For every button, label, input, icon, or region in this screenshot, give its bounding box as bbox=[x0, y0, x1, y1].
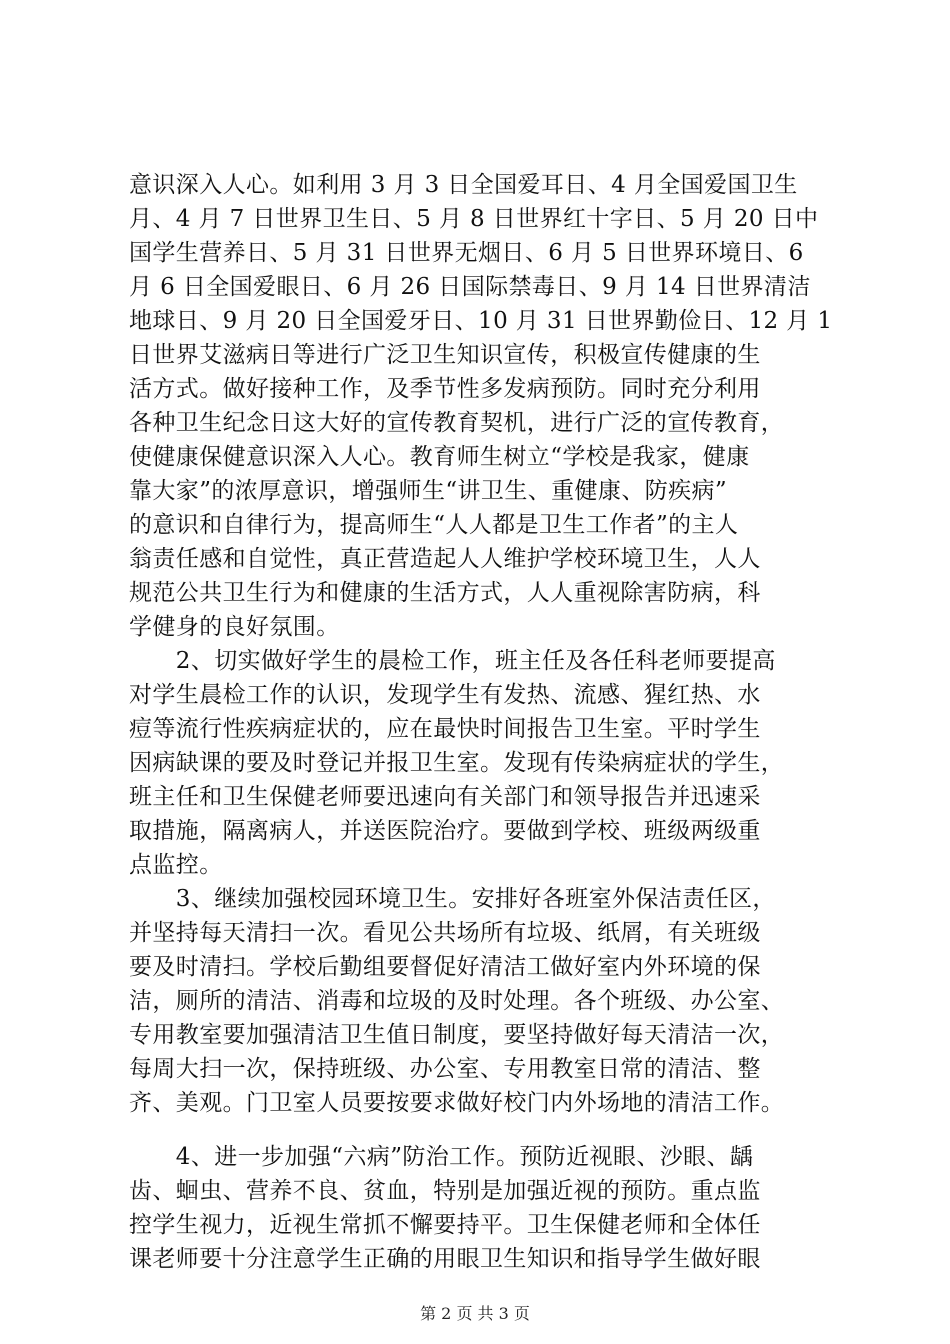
text-line: 靠大家”的浓厚意识，增强师生“讲卫生、重健康、防疾病” bbox=[129, 478, 728, 504]
text-line: 的意识和自律行为，提高师生“人人都是卫生工作者”的主人 bbox=[129, 512, 739, 538]
text-line: 每周大扫一次，保持班级、办公室、专用教室日常的清洁、整 bbox=[129, 1056, 761, 1082]
text-line: 要及时清扫。学校后勤组要督促好清洁工做好室内外环境的保 bbox=[129, 954, 761, 980]
text-line: 专用教室要加强清洁卫生值日制度，要坚持做好每天清洁一次， bbox=[129, 1022, 785, 1048]
text-line: 齐、美观。门卫室人员要按要求做好校门内外场地的清洁工作。 bbox=[129, 1090, 785, 1116]
text-line: 月 6 日全国爱眼日、6 月 26 日国际禁毒日、9 月 14 日世界清洁 bbox=[129, 274, 811, 300]
text-line: 2、切实做好学生的晨检工作，班主任及各任科老师要提高 bbox=[129, 648, 776, 674]
page-footer: 第 2 页 共 3 页 bbox=[420, 1304, 530, 1323]
text-line: 翁责任感和自觉性，真正营造起人人维护学校环境卫生，人人 bbox=[129, 546, 761, 572]
text-line: 活方式。做好接种工作，及季节性多发病预防。同时充分利用 bbox=[129, 376, 761, 402]
text-line: 控学生视力，近视生常抓不懈要持平。卫生保健老师和全体任 bbox=[129, 1212, 761, 1238]
text-line: 规范公共卫生行为和健康的生活方式，人人重视除害防病，科 bbox=[129, 580, 761, 606]
text-line: 各种卫生纪念日这大好的宣传教育契机，进行广泛的宣传教育， bbox=[129, 410, 785, 436]
text-line: 洁，厕所的清洁、消毒和垃圾的及时处理。各个班级、办公室、 bbox=[129, 988, 785, 1014]
text-line: 对学生晨检工作的认识，发现学生有发热、流感、猩红热、水 bbox=[129, 682, 761, 708]
text-line: 使健康保健意识深入人心。教育师生树立“学校是我家，健康 bbox=[129, 444, 750, 470]
text-line: 并坚持每天清扫一次。看见公共场所有垃圾、纸屑，有关班级 bbox=[129, 920, 761, 946]
text-line: 3、继续加强校园环境卫生。安排好各班室外保洁责任区， bbox=[129, 886, 776, 912]
text-line: 日世界艾滋病日等进行广泛卫生知识宣传，积极宣传健康的生 bbox=[129, 342, 761, 368]
text-line: 意识深入人心。如利用 3 月 3 日全国爱耳日、4 月全国爱国卫生 bbox=[129, 172, 798, 198]
text-line: 取措施，隔离病人，并送医院治疗。要做到学校、班级两级重 bbox=[129, 818, 761, 844]
text-line: 4、进一步加强“六病”防治工作。预防近视眼、沙眼、龋 bbox=[129, 1144, 754, 1170]
text-line: 月、4 月 7 日世界卫生日、5 月 8 日世界红十字日、5 月 20 日中 bbox=[129, 206, 819, 232]
text-line: 学健身的良好氛围。 bbox=[129, 614, 340, 640]
text-line: 课老师要十分注意学生正确的用眼卫生知识和指导学生做好眼 bbox=[129, 1246, 761, 1272]
text-line: 因病缺课的要及时登记并报卫生室。发现有传染病症状的学生， bbox=[129, 750, 785, 776]
text-line: 班主任和卫生保健老师要迅速向有关部门和领导报告并迅速采 bbox=[129, 784, 761, 810]
text-line: 痘等流行性疾病症状的，应在最快时间报告卫生室。平时学生 bbox=[129, 716, 761, 742]
text-line: 点监控。 bbox=[129, 852, 223, 878]
text-line: 齿、蛔虫、营养不良、贫血，特别是加强近视的预防。重点监 bbox=[129, 1178, 761, 1204]
text-line: 国学生营养日、5 月 31 日世界无烟日、6 月 5 日世界环境日、6 bbox=[129, 240, 804, 266]
text-line: 地球日、9 月 20 日全国爱牙日、10 月 31 日世界勤俭日、12 月 1 bbox=[129, 308, 833, 334]
